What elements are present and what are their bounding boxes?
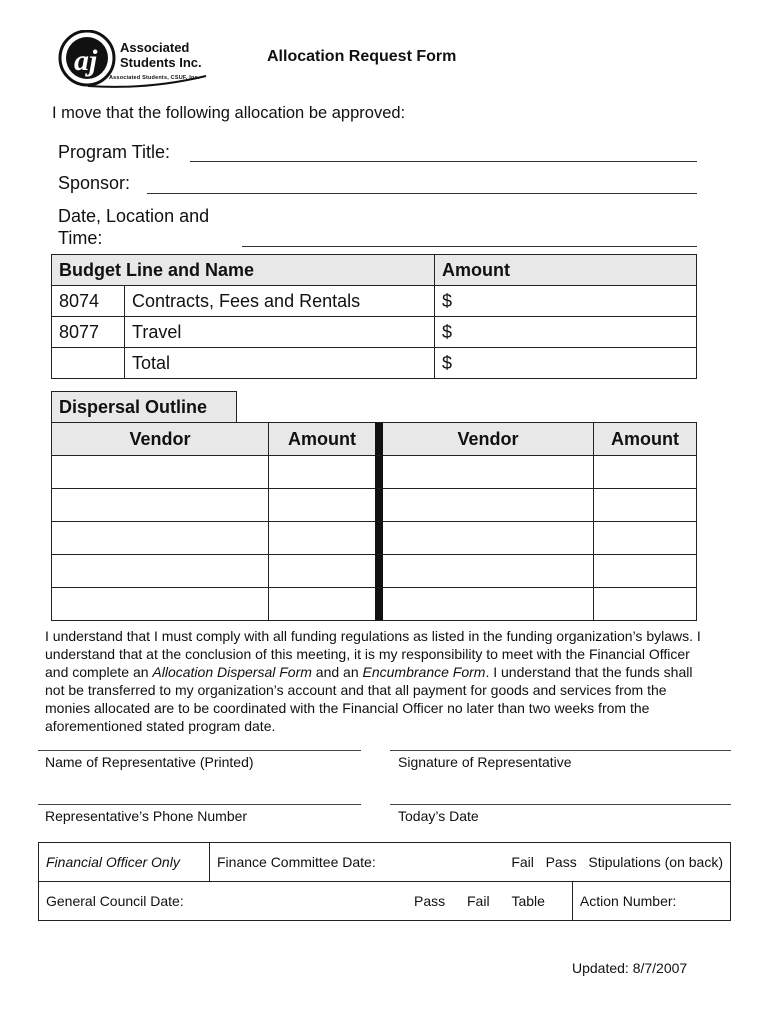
date-location-label: Date, Location and Time:: [58, 206, 210, 248]
budget-line-name: Travel: [125, 317, 435, 348]
general-council-date-label: General Council Date:: [46, 893, 184, 909]
budget-code: 8074: [52, 286, 125, 317]
today-date-label: Today’s Date: [398, 808, 479, 824]
agreement-paragraph: I understand that I must comply with all funding regulations as listed in the funding organization’s bylaws. I understand that at the conclusion of this meeting, it is my responsibility to meet with the Financial Officer and complete an Allocation Dispersal Form and an Encumbrance Form. I understand that the funds shall not be transferred to my organization’s account and that all payment for goods and services from the monies allocated are to be coordinated with the Financial Officer no later than two weeks from the aforementioned stated program date.: [45, 628, 701, 734]
budget-header-amount: Amount: [435, 255, 697, 286]
amount-cell[interactable]: [269, 456, 377, 489]
svg-text:aj: aj: [74, 44, 98, 77]
budget-amount-field[interactable]: $: [435, 286, 697, 317]
table-row: [52, 489, 697, 522]
vendor-cell[interactable]: [382, 588, 594, 621]
budget-header-name: Budget Line and Name: [52, 255, 435, 286]
dispersal-table: [51, 422, 697, 621]
action-number-label: Action Number:: [579, 893, 677, 909]
dispersal-header-row: [52, 423, 697, 456]
sponsor-field[interactable]: [147, 193, 697, 194]
table-row: [52, 317, 697, 348]
budget-total-field[interactable]: $: [435, 348, 697, 379]
amount-cell[interactable]: [269, 522, 377, 555]
budget-line-name: Total: [125, 348, 435, 379]
vendor-cell[interactable]: [382, 489, 594, 522]
budget-table: [51, 254, 697, 379]
finance-committee-cell: [210, 843, 731, 882]
table-row: [52, 555, 697, 588]
amount-cell[interactable]: [594, 489, 697, 522]
today-date-line[interactable]: [390, 804, 731, 805]
vendor-cell[interactable]: [382, 555, 594, 588]
table-row: [52, 348, 697, 379]
vendor-cell[interactable]: [52, 522, 269, 555]
council-outcome-options: [414, 893, 565, 909]
table-row: [52, 588, 697, 621]
intro-text: I move that the following allocation be approved:: [52, 104, 406, 122]
logo-name: Associated Students Inc.: [120, 40, 202, 70]
amount-cell[interactable]: [594, 555, 697, 588]
budget-code: 8077: [52, 317, 125, 348]
amount-header: Amount: [269, 423, 377, 456]
dispersal-outline-title: Dispersal Outline: [51, 391, 237, 422]
rep-signature-label: Signature of Representative: [398, 754, 572, 770]
rep-phone-line[interactable]: [38, 804, 361, 805]
budget-line-name: Contracts, Fees and Rentals: [125, 286, 435, 317]
vendor-cell[interactable]: [52, 588, 269, 621]
amount-cell[interactable]: [269, 489, 377, 522]
pass-option[interactable]: Pass: [413, 893, 446, 909]
table-option[interactable]: Table: [511, 893, 545, 909]
table-row: [52, 286, 697, 317]
finance-committee-date-label: Finance Committee Date:: [217, 854, 376, 870]
form-title: Allocation Request Form: [267, 48, 457, 65]
amount-cell[interactable]: [594, 522, 697, 555]
vendor-cell[interactable]: [382, 522, 594, 555]
vendor-cell[interactable]: [52, 489, 269, 522]
program-title-field[interactable]: [190, 161, 697, 162]
amount-cell[interactable]: [269, 555, 377, 588]
rep-name-line[interactable]: [38, 750, 361, 751]
budget-code: [52, 348, 125, 379]
budget-header-row: [52, 255, 697, 286]
table-row: [39, 882, 731, 921]
general-council-cell: [39, 882, 573, 921]
action-number-cell: [572, 882, 730, 921]
financial-officer-label: Financial Officer Only: [39, 843, 210, 882]
rep-signature-line[interactable]: [390, 750, 731, 751]
vendor-cell[interactable]: [52, 456, 269, 489]
amount-cell[interactable]: [594, 588, 697, 621]
table-row: [39, 843, 731, 882]
updated-date: Updated: 8/7/2007: [572, 960, 688, 976]
vendor-cell[interactable]: [52, 555, 269, 588]
committee-outcome-options[interactable]: Fail Pass Stipulations (on back): [511, 854, 723, 870]
amount-header: Amount: [594, 423, 697, 456]
logo-tagline: Associated Students, CSUF, Inc.: [109, 75, 200, 81]
vendor-cell[interactable]: [382, 456, 594, 489]
amount-cell[interactable]: [594, 456, 697, 489]
financial-officer-table: [38, 842, 731, 921]
vendor-header: Vendor: [382, 423, 594, 456]
program-title-label: Program Title:: [58, 142, 171, 162]
budget-amount-field[interactable]: $: [435, 317, 697, 348]
date-location-field[interactable]: [242, 246, 697, 247]
rep-name-label: Name of Representative (Printed): [45, 754, 254, 770]
rep-phone-label: Representative’s Phone Number: [45, 808, 248, 824]
amount-cell[interactable]: [269, 588, 377, 621]
sponsor-label: Sponsor:: [58, 173, 131, 193]
table-row: [52, 522, 697, 555]
vendor-header: Vendor: [52, 423, 269, 456]
fail-option[interactable]: Fail: [467, 893, 490, 909]
table-row: [52, 456, 697, 489]
